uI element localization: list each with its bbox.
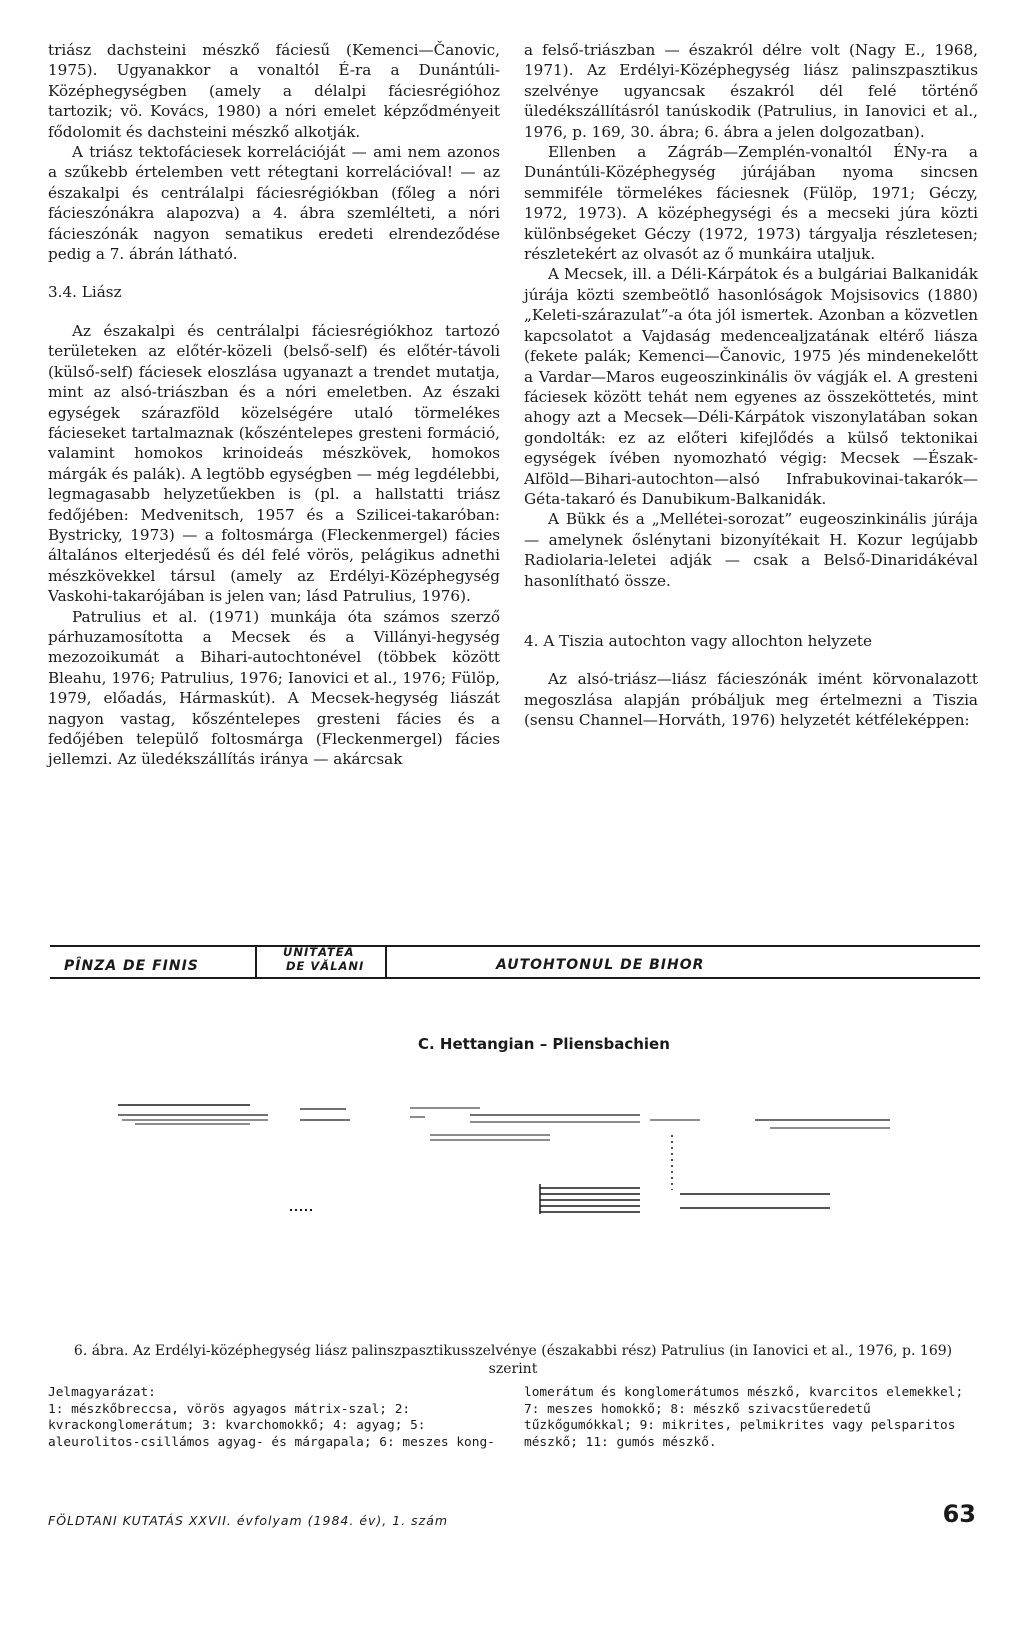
figure-legend: Jelmagyarázat: 1: mészkőbreccsa, vörös agyagos mátrix-szal; 2: kvrackonglomerátum; 3: kvarchomokkő; 4: agyag; 5: aleurolitos-csillámos agyag- és márgapala; 6: meszes kong- xyxy=(48,1385,495,1450)
figure-divider xyxy=(385,946,387,978)
left-column xyxy=(48,40,500,770)
paragraph: Az északalpi és centrálalpi fáciesrégiókhoz tartozó területeken az előtér-közeli (belső-self) és előtér-távoli (külső-self) fáciesek eloszlása ugyanazt a trendet mutatja, mint az alsó-triászban és a nóri emeletben. Az északi egységek szárazföld közelségére utaló törmelékes fácieseket tartalmaznak (kőszéntelepes gresteni formáció, valamint homokos krinoideás mészkövek, homokos márgák és palák). A legtöbb egységben — még legdélebbi, legmagasabb helyzetűekben is (pl. a hallstatti triász fedőjében: Medvenitsch, 1957 és a Szilicei-takaróban: Bystricky, 1973) — a foltosmárga (Fleckenmergel) fácies általános elterjedésű és dél felé vörös, pelágikus adnethi mészkövekkel társul (amely az Erdélyi-Középhegység Vaskohi-takarójában is jelen van; lásd Patrulius, 1976). xyxy=(48,321,500,606)
figure-caption: 6. ábra. Az Erdélyi-középhegység liász palinszpasztikusszelvénye (északabbi rész) Patrulius (in Ianovici et al., 1976, p. 169) szerint xyxy=(73,1343,953,1377)
page-number: 63 xyxy=(942,1500,976,1528)
figure-legend: lomerátum és konglomerátumos mészkő, kvarcitos elemekkel; 7: meszes homokkő; 8: mészkő szivacstűeredetű tűzkőgumókkal; 9: mikrites, pelmikrites vagy pelsparitos mészkő; 11: gumós mészkő. xyxy=(524,1385,964,1450)
section-heading: 4. A Tiszia autochton vagy allochton helyzete xyxy=(524,631,872,650)
paragraph: A Bükk és a „Mellétei-sorozat” eugeoszinkinális júrája — amelynek őslénytani bizonyítékait H. Kozur legújabb Radiolaria-leletei adják — csak a Belső-Dinaridákéval hasonlítható össze. xyxy=(524,510,978,590)
figure-label-right: AUTOHTONUL DE BIHOR xyxy=(496,957,705,973)
section-heading: 3.4. Liász xyxy=(48,283,122,302)
paragraph: Patrulius et al. (1971) munkája óta számos szerző párhuzamosította a Mecsek és a Villányi-hegység mezozoikumát a Bihari-autochtonével (többek között Bleahu, 1976; Patrulius, 1976; Ianovici et al., 1976; Fülöp, 1979, előadás, Hármaskút). A Mecsek-hegység liászát nagyon vastag, kőszéntelepes gresteni fácies és a fedőjében települő foltosmárga (Fleckenmergel) fácies jellemzi. Az üledékszállítás iránya — akárcsak xyxy=(48,607,500,769)
paragraph: a felső-triászban — északról délre volt (Nagy E., 1968, 1971). Az Erdélyi-Középhegység liász palinszpasztikus szelvénye ugyancsak északról dél felé történő üledékszállításról tanúskodik (Patrulius, in Ianovici et al., 1976, p. 169, 30. ábra; 6. ábra a jelen dolgozatban). xyxy=(524,41,978,141)
figure-label-mid: DE VĂLANI xyxy=(286,959,365,973)
figure-divider xyxy=(255,946,257,978)
section-diagram xyxy=(50,1080,980,1220)
paragraph: A Mecsek, ill. a Déli-Kárpátok és a bulgáriai Balkanidák júrája közti szembeötlő hasonlóságok Mojsisovics (1880) „Keleti-szárazulat”-a óta jól ismertek. Azonban a közvetlen kapcsolatot a Vajdaság medencealjzatának eltérő liásza (fekete palák; Kemenci—Čanovic, 1975 )és mindenekelőtt a Vardar—Maros eugeoszinkinális öv vágják el. A gresteni fáciesek között tehát nem egyenes az összeköttetés, mint ahogy azt a Mecsek—Déli-Kárpátok viszonylatában sokan gondolták: ez az előteri kifejlődés a külső tektonikai egységek ívében nyomozható végig: Mecsek —Észak-Alföld—Bihari-autochton—alsó Infrabukovinai-takarók—Géta-takaró és Danubikum-Balkanidák. xyxy=(524,265,978,508)
figure-label-left: PÎNZA DE FINIS xyxy=(64,958,199,974)
running-footer: FÖLDTANI KUTATÁS XXVII. évfolyam (1984. év), 1. szám xyxy=(48,1513,449,1528)
paragraph: A triász tektofáciesek korrelációját — ami nem azonos a szűkebb értelemben vett rétegtani korrelációval! — az északalpi és centrálalpi fáciesrégiókban (főleg a nóri fácieszónákra alapozva) a 4. ábra szemlélteti, a nóri fácieszónák nagyon sematikus eredeti elrendeződése pedig a 7. ábrán látható. xyxy=(48,143,500,264)
figure-label-mid: UNITĂTEA xyxy=(283,945,355,959)
paragraph: Ellenben a Zágráb—Zemplén-vonaltól ÉNy-ra a Dunántúli-Középhegység júrájában nyoma sincsen semmiféle törmelékes fáciesnek (Fülöp, 1971; Géczy, 1972, 1973). A középhegységi és a mecseki júra közti különbségeket Géczy (1972, 1973) tárgyalja részletesen; részletekért az olvasót az ő munkáira utaljuk. xyxy=(524,143,978,264)
right-column xyxy=(524,40,978,731)
figure-top-rule xyxy=(50,945,980,947)
paragraph: Az alsó-triász—liász fácieszónák imént körvonalazott megoszlása alapján próbáljuk meg értelmezni a Tiszia (sensu Channel—Horváth, 1976) helyzetét kétféleképpen: xyxy=(524,670,978,730)
paragraph: triász dachsteini mészkő fáciesű (Kemenci—Čanovic, 1975). Ugyanakkor a vonaltól É-ra a Dunántúli-Középhegységben (amely a délalpi fáciesrégióhoz tartozik; vö. Kovács, 1980) a nóri emelet képződményeit fődolomit és dachsteini mészkő alkotják. xyxy=(48,41,500,141)
figure-subtitle: C. Hettangian – Pliensbachien xyxy=(418,1035,670,1053)
figure-header-rule xyxy=(50,977,980,979)
